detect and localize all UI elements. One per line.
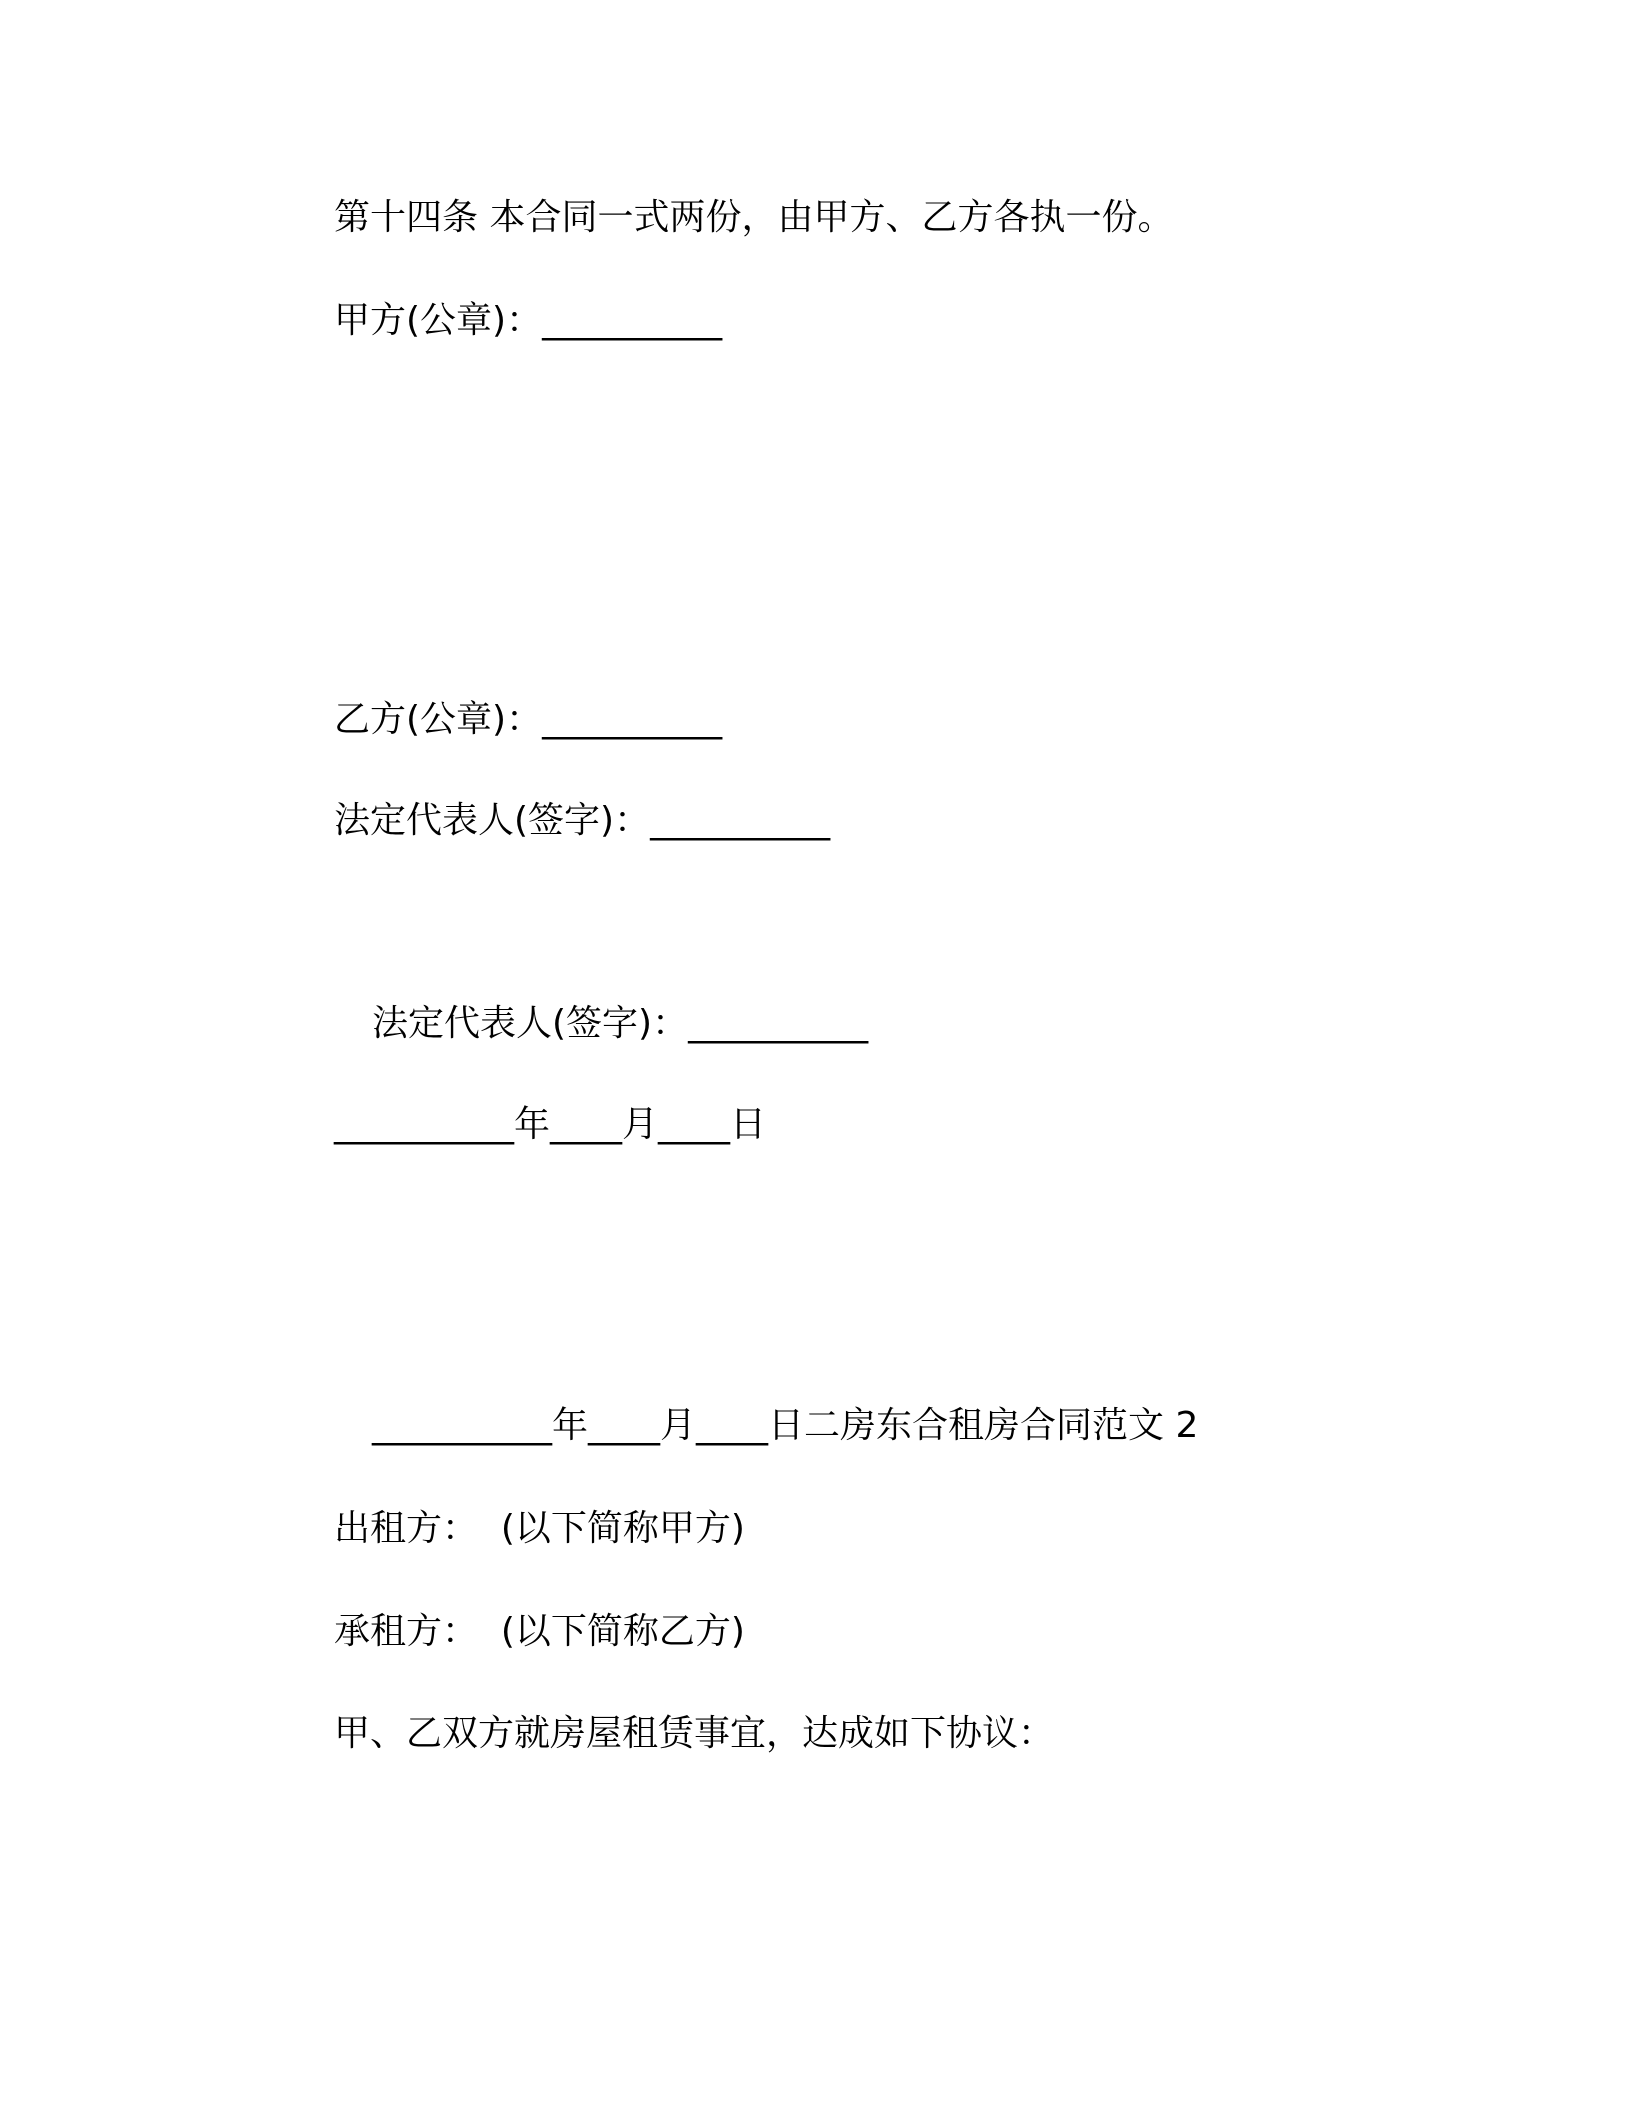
party-b-seal-line: 乙方(公章)：__________ [334,699,723,740]
party-a-seal-line: 甲方(公章)：__________ [334,300,723,341]
legal-rep-signature-line-2: 法定代表人(签字)：__________ [372,1003,869,1044]
legal-rep-signature-line: 法定代表人(签字)：__________ [334,800,831,841]
agreement-intro-line: 甲、乙双方就房屋租赁事宜，达成如下协议： [334,1713,1055,1754]
lessor-line: 出租方： (以下简称甲方) [334,1508,745,1549]
lessee-line: 承租方： (以下简称乙方) [334,1611,745,1652]
date-and-title-line: __________年____月____日二房东合租房合同范文 2 [372,1405,1199,1446]
date-line: __________年____月____日 [334,1104,766,1145]
article-14-text: 第十四条 本合同一式两份，由甲方、乙方各执一份。 [334,197,1174,238]
